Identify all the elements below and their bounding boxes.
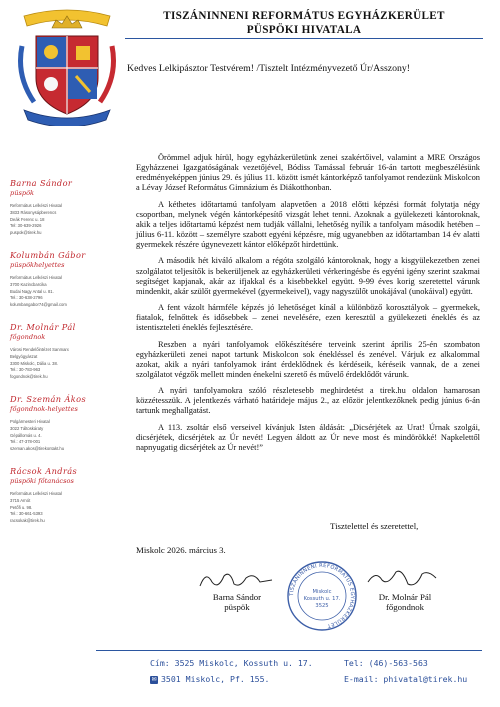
body-paragraph: A második hét kiváló alkalom a régóta szolgáló kántoroknak, hogy a kisgyülekezetben zenei szolgálatot teljesítők is bekerüljenek az egyházkerületi vérkeringésbe és egyéni igény szerint szakmai segítséget kapjanak, akár az ifjakkal és a kisebbekkel együtt. 9-99 éves korig szeretettel várunk mindenkit, akár szülőt gyermekével (gyermekeivel), vagy nagyszülőt unokájával (unokáival) együtt.	[136, 256, 480, 296]
official-detail: Budai Nagy Antal u. 81.	[10, 288, 54, 294]
official-role: püspöki főtanácsos	[10, 476, 74, 485]
body-paragraph: A kéthetes időtartamú tanfolyam alapvetően a 2018 előtti képzési formát folytatja négy csoportban, melynek végén kántorképesítő vizsgát lehet tenni. Azoknak a gyülekezeti kántoroknak, akik a teljes időtartamú képzést nem tudják vállalni, lehetőség nyílik a tanfolyam második hetében – július 6-11. között – személyre szabott egyéni képzésre, míg ugyanebben az időtartamban 14 év alatti gyermekek részére úgynevezett kántor előképzőt hirdettünk.	[136, 199, 480, 250]
official-seal-stamp	[286, 560, 358, 632]
official-contact-chief-warden	[10, 322, 108, 381]
official-name: Kolumbán Gábor	[10, 249, 86, 260]
signer-role: püspök	[224, 602, 250, 612]
official-detail: 3022 Táltoskáraty	[10, 425, 44, 431]
official-role: főgondnok-helyettes	[10, 404, 78, 413]
official-detail: Tel: 30-639-2926	[10, 223, 42, 229]
official-role: főgondnok	[10, 332, 46, 341]
official-detail: fogondnok@tirek.hu	[10, 374, 48, 380]
official-detail: Református Lelkészi Hivatal	[10, 203, 62, 208]
signer-role: főgondnok	[385, 602, 425, 612]
office-subtitle: PÜSPÖKI HIVATALA	[246, 24, 362, 36]
place-and-date: Miskolc 2026. március 3.	[136, 545, 226, 555]
footer-postbox	[150, 674, 269, 684]
official-name: Barna Sándor	[10, 178, 73, 188]
official-detail: 3833 Rásonysápberencs	[10, 209, 57, 215]
body-paragraph: A 113. zsoltár első verseivel kívánjuk Isten áldását: „Dicsérjétek az Urat! Úrnak szolgái, dicsérjétek, dicsérjétek az Úr nevét! Legyen áldott az Úr neve most és mindörökké! Napkelettől napnyugatig dicsérjétek az Úr nevét!”	[136, 422, 480, 452]
official-detail: Városi Rendelőintézet Sanmarx	[10, 346, 69, 352]
official-detail: Belgyógyászat	[10, 353, 38, 359]
signer-name: Dr. Molnár Pál	[378, 592, 432, 602]
church-crest-logo	[14, 6, 120, 126]
seal-ring-text: TISZÁNINNENI REFORMÁTUS EGYHÁZKERÜLET	[288, 562, 356, 629]
seal-postcode: 3525	[315, 603, 329, 609]
official-detail: puspok@tirek.hu	[10, 230, 42, 236]
footer-email[interactable]: E-mail: phivatal@tirek.hu	[344, 674, 468, 684]
official-contact-bishop	[10, 178, 108, 237]
body-paragraph: A nyári tanfolyamokra szóló részletesebb meghirdetést a tirek.hu oldalon hamarosan közzétesszük. A jelentkezés várható határideje május 2., az előzör jelentkezőknek pedig június 6-án tartunk meghallgatást.	[136, 386, 480, 416]
officials-sidebar	[10, 178, 108, 538]
official-detail: Tel.: 30-783-963	[10, 367, 41, 373]
official-name: Dr. Molnár Pál	[10, 321, 76, 332]
body-paragraph: Örömmel adjuk hírül, hogy egyházkerületünk zenei szakértőivel, valamint a MRE Országos Egyházzenei Igazgatóságának vezetőjével, Bódiss Tamással február 16-án tartott megbeszélésünk eredményeképpen június 29. és július 11. között ismét kántorképző tanfolyamot rendezünk Miskolcon a Lévay József Református Gimnázium és Diákotthonban.	[136, 153, 480, 193]
official-name: Dr. Szemán Ákos	[10, 393, 87, 404]
official-contact-deputy-warden	[10, 394, 108, 453]
footer-divider	[96, 650, 482, 651]
official-contact-deputy-bishop	[10, 250, 108, 309]
seal-city: Miskolc	[312, 589, 332, 595]
letter-body	[136, 153, 480, 453]
postbox-icon: ✉	[151, 675, 157, 683]
footer-address: Cím: 3525 Miskolc, Kossuth u. 17.	[150, 658, 313, 668]
official-detail: Tel.: 47-378-001	[10, 439, 41, 445]
signature-right	[360, 582, 450, 612]
official-detail: Deák Ferenc u. 18	[10, 216, 45, 222]
salutation: Kedves Lelkipásztor Testvérem! /Tisztelt Intézményvezető Úr/Asszony!	[127, 63, 411, 74]
official-detail: szeman.akos@tirekontakt.hu	[10, 446, 65, 452]
footer-postbox-text: 3501 Miskolc, Pf. 155.	[161, 674, 270, 684]
footer-phone: Tel: (46)-563-563	[344, 658, 428, 668]
official-contact-counselor	[10, 466, 108, 525]
header-divider	[125, 38, 483, 39]
official-detail: racsokak@tirek.hu	[10, 518, 45, 524]
official-detail: kolumbangabor74@gmail.com	[10, 302, 67, 308]
closing-phrase: Tisztelettel és szeretettel,	[330, 521, 419, 531]
seal-street: Kossuth u. 17.	[303, 596, 341, 602]
official-detail: Gépállomás u. 4.	[10, 432, 42, 438]
official-detail: 3715 Arnót	[10, 497, 31, 503]
official-role: püspök	[10, 189, 35, 197]
official-detail: Református Lelkészi Hivatal	[10, 274, 62, 280]
official-detail: 3700 Kazincbarcika	[10, 281, 47, 287]
official-detail: Református Lelkészi Hivatal	[10, 490, 62, 496]
official-detail: Polgármesteri Hivatal	[10, 418, 50, 424]
official-detail: Tel.: 30-638-2796	[10, 295, 43, 301]
official-name: Rácsok András	[10, 465, 78, 476]
church-district-title: TISZÁNINNENI REFORMÁTUS EGYHÁZKERÜLET	[163, 10, 445, 22]
body-paragraph: A fent vázolt hármféle képzés jó lehetőséget kínál a különböző korosztályok – gyermekek, fiatalok, felnőttek és idősebbek – zenei nevelésére, ezen keresztül a gyülekezeti éneklés és az istentiszteleti éneklés fejlesztésére.	[136, 303, 480, 333]
body-paragraph: Reszben a nyári tanfolyamok előkészítésére terveink szerint április 25-én szombaton egyházkerületi zenei napot tartunk Miskolcon sok énekléssel és zenével. Várjuk ez alkalommal azokat, akik a nyári tanfolyamok iránt érdeklődnek és kérdéseik, kéréseik vannak, de a zenei szolgálatot végzők mellett minden énekelni szerető és művelő érdeklődőt várunk.	[136, 339, 480, 379]
official-detail: Tel.: 30-661-5393	[10, 511, 43, 517]
official-detail: Petőfi u. 98.	[10, 504, 33, 510]
official-role: püspökhelyettes	[10, 260, 65, 269]
official-detail: 3300 Miskolc, Dália u. 38.	[10, 360, 58, 366]
signature-left	[192, 570, 282, 612]
signer-name: Barna Sándor	[212, 592, 262, 602]
